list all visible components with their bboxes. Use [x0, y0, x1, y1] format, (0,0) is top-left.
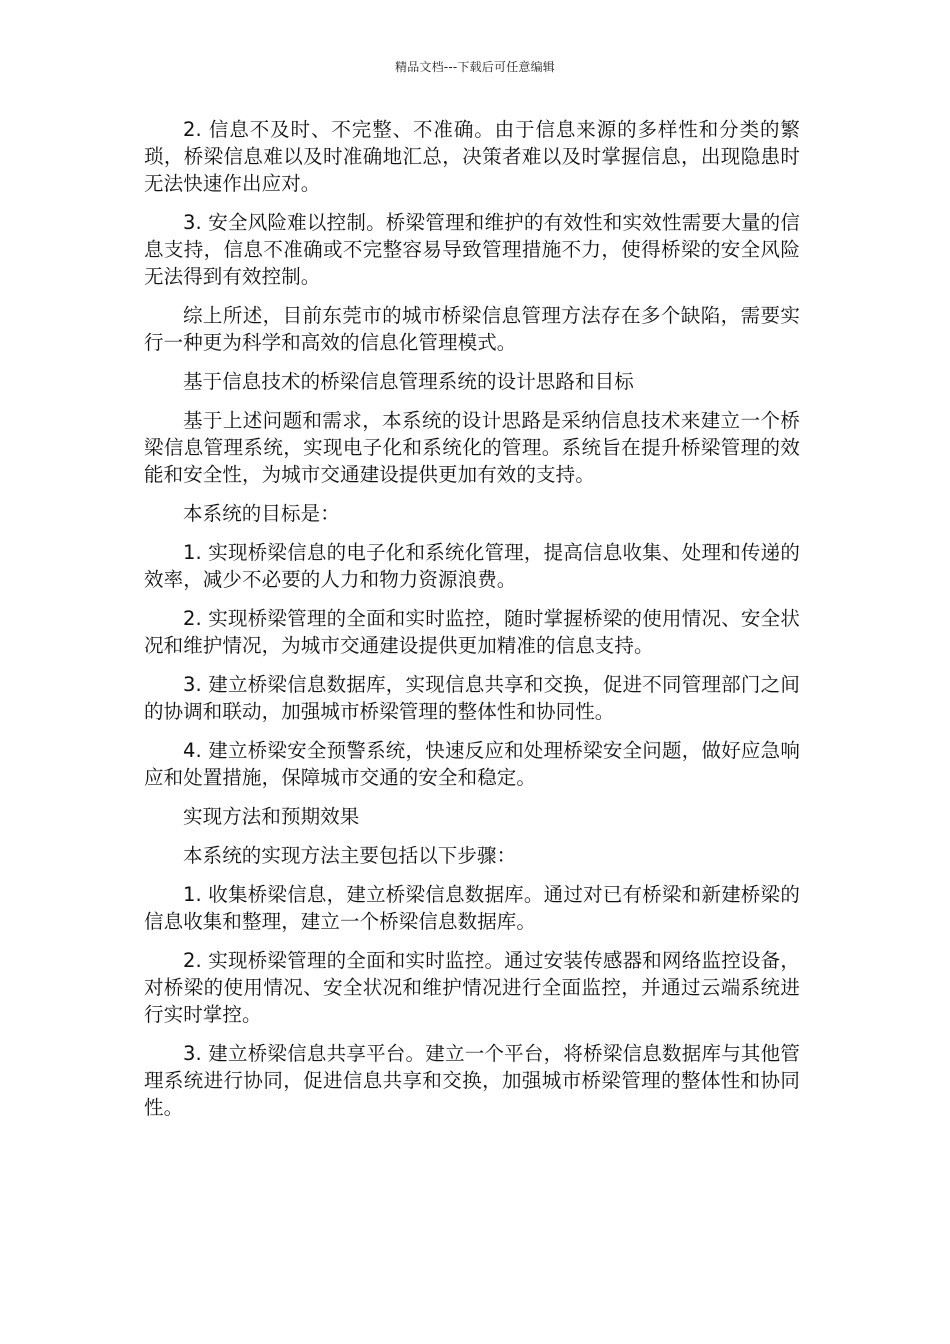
paragraph-step-3: 3. 建立桥梁信息共享平台。建立一个平台，将桥梁信息数据库与其他管理系统进行协同，促进信息共享和交换，加强城市桥梁管理的整体性和协同性。: [144, 1042, 800, 1119]
paragraph-design-idea: 基于上述问题和需求，本系统的设计思路是采纳信息技术来建立一个桥梁信息管理系统，实现电子化和系统化的管理。系统旨在提升桥梁管理的效能和安全性，为城市交通建设提供更加有效的支持。: [144, 409, 800, 486]
paragraph-summary: 综上所述，目前东莞市的城市桥梁信息管理方法存在多个缺陷，需要实行一种更为科学和高效的信息化管理模式。: [144, 304, 800, 354]
document-body: [144, 116, 800, 1133]
paragraph-problem-3: 3. 安全风险难以控制。桥梁管理和维护的有效性和实效性需要大量的信息支持，信息不准确或不完整容易导致管理措施不力，使得桥梁的安全风险无法得到有效控制。: [144, 211, 800, 288]
section-heading-implementation: 实现方法和预期效果: [183, 805, 360, 828]
paragraph-goals-intro: 本系统的目标是：: [183, 502, 340, 525]
paragraph-goal-4: 4. 建立桥梁安全预警系统，快速反应和处理桥梁安全问题，做好应急响应和处置措施，保障城市交通的安全和稳定。: [144, 739, 800, 789]
paragraph-problem-2: 2. 信息不及时、不完整、不准确。由于信息来源的多样性和分类的繁琐，桥梁信息难以及时准确地汇总，决策者难以及时掌握信息，出现隐患时无法快速作出应对。: [144, 118, 800, 195]
paragraph-step-1: 1. 收集桥梁信息，建立桥梁信息数据库。通过对已有桥梁和新建桥梁的信息收集和整理，建立一个桥梁信息数据库。: [144, 883, 800, 933]
paragraph-step-2: 2. 实现桥梁管理的全面和实时监控。通过安装传感器和网络监控设备，对桥梁的使用情况、安全状况和维护情况进行全面监控，并通过云端系统进行实时掌控。: [144, 949, 800, 1026]
paragraph-goal-1: 1. 实现桥梁信息的电子化和系统化管理，提高信息收集、处理和传递的效率，减少不必要的人力和物力资源浪费。: [144, 541, 800, 591]
paragraph-goal-2: 2. 实现桥梁管理的全面和实时监控，随时掌握桥梁的使用情况、安全状况和维护情况，为城市交通建设提供更加精准的信息支持。: [144, 607, 800, 657]
paragraph-goal-3: 3. 建立桥梁信息数据库，实现信息共享和交换，促进不同管理部门之间的协调和联动，加强城市桥梁管理的整体性和协同性。: [144, 673, 800, 723]
section-heading-design: 基于信息技术的桥梁信息管理系统的设计思路和目标: [183, 370, 634, 393]
paragraph-steps-intro: 本系统的实现方法主要包括以下步骤：: [183, 844, 517, 867]
page-header: 精品文档---下载后可任意编辑: [395, 60, 555, 74]
